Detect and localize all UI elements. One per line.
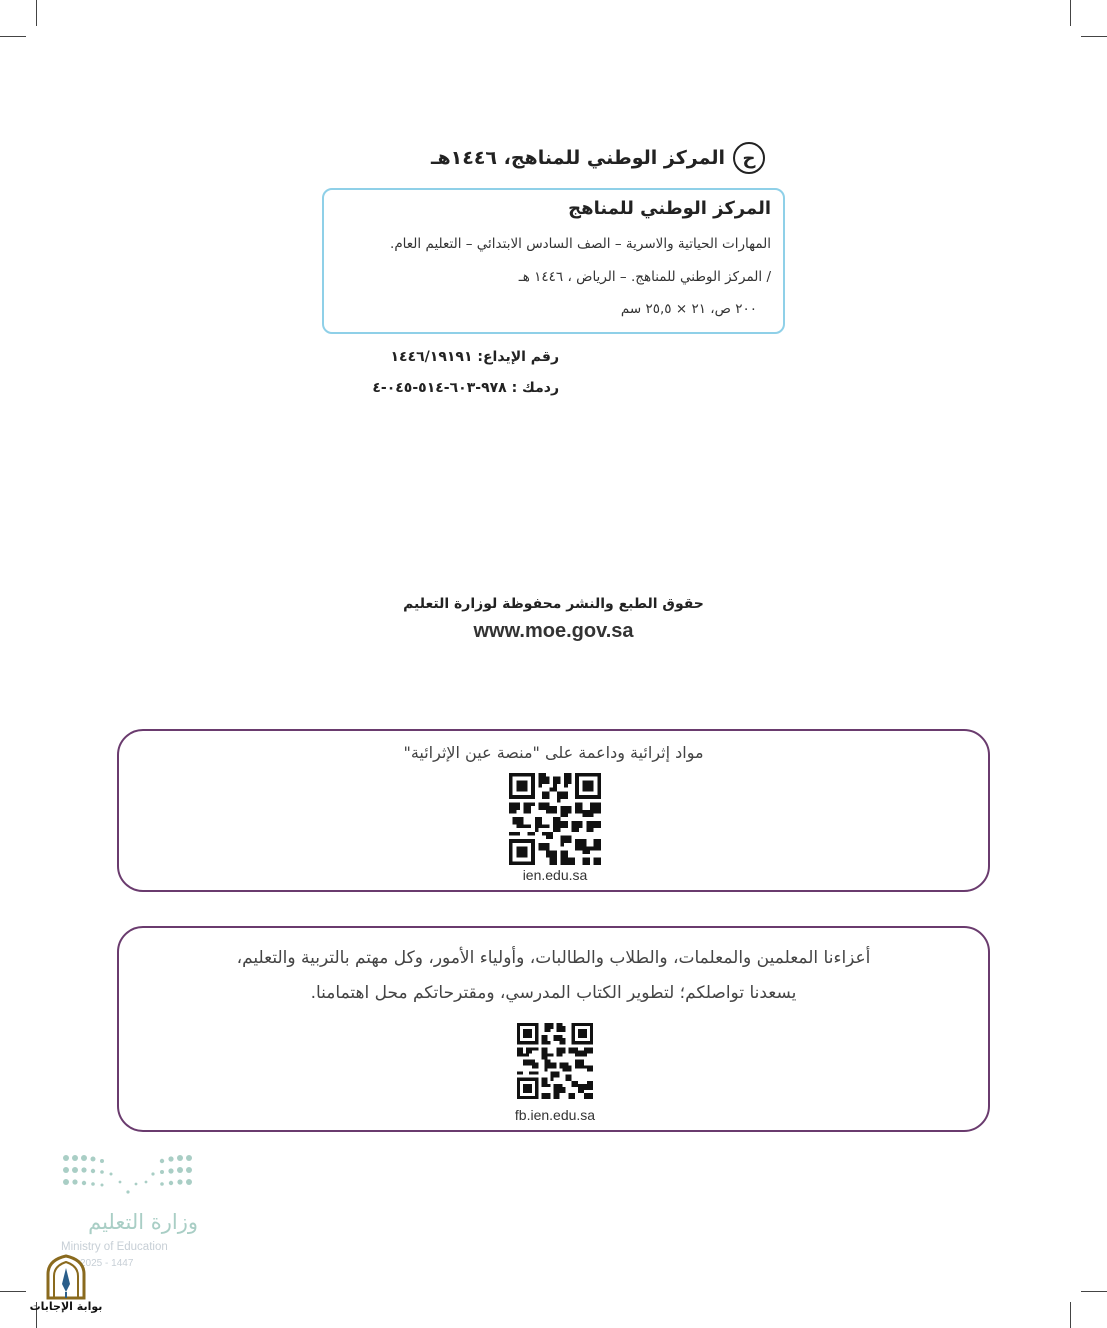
crop-mark	[0, 1291, 26, 1292]
gateway-label: بوابة الإجابات	[29, 1300, 103, 1313]
copyright-line	[420, 138, 765, 178]
rights-statement: حقوق الطبع والنشر محفوظة لوزارة التعليم	[403, 596, 704, 612]
copyright-text: المركز الوطني للمناهج، ١٤٤٦هـ	[430, 147, 725, 169]
deposit-label: رقم الإيداع:	[477, 349, 559, 365]
crop-mark	[0, 36, 26, 37]
isbn-label: ردمك :	[511, 380, 559, 396]
crop-mark	[36, 0, 37, 26]
ministry-name-en: Ministry of Education	[61, 1241, 168, 1253]
deposit-value: ١٤٤٦/١٩١٩١	[390, 349, 473, 365]
feedback-panel	[117, 926, 990, 1132]
catalog-line: / المركز الوطني للمناهج. – الرياض ، ١٤٤٦ هـ	[518, 269, 771, 285]
qr-url[interactable]: fb.ien.edu.sa	[514, 1107, 596, 1123]
catalog-line: ٢٠٠ ص، ٢١ × ٢٥,٥ سم	[620, 301, 757, 317]
isbn	[372, 380, 559, 396]
deposit-number	[390, 349, 559, 365]
ministry-logo	[58, 1152, 203, 1262]
feedback-line: أعزاءنا المعلمين والمعلمات، والطلاب والطالبات، وأولياء الأمور، وكل مهتم بالتربية والتعليم،	[236, 948, 871, 968]
ministry-name-ar: وزارة التعليم	[88, 1210, 198, 1234]
qr-code[interactable]	[509, 773, 601, 865]
enrichment-text: مواد إثرائية وداعمة على "منصة عين الإثرائية"	[403, 743, 704, 762]
crop-mark	[1070, 1302, 1071, 1328]
answers-gateway-watermark	[28, 1254, 104, 1320]
enrichment-panel	[117, 729, 990, 892]
crop-mark	[1070, 0, 1071, 26]
isbn-value: ٩٧٨-٦٠٣-٥١٤-٠٤٥-٤	[372, 380, 507, 396]
cataloging-box	[322, 188, 785, 334]
catalog-title: المركز الوطني للمناهج	[568, 198, 771, 219]
crop-mark	[1081, 36, 1107, 37]
crop-mark	[1081, 1291, 1107, 1292]
feedback-line: يسعدنا تواصلكم؛ لتطوير الكتاب المدرسي، ومقترحاتكم محل اهتمامنا.	[310, 983, 797, 1003]
qr-url[interactable]: ien.edu.sa	[522, 867, 588, 883]
qr-code[interactable]	[517, 1023, 593, 1099]
ministry-website[interactable]: www.moe.gov.sa	[473, 620, 634, 642]
gateway-dome-icon	[44, 1254, 88, 1300]
copyright-symbol: ح	[733, 142, 765, 174]
ministry-dots-icon	[58, 1152, 198, 1202]
catalog-line: المهارات الحياتية والاسرية – الصف السادس الابتدائي – التعليم العام.	[390, 236, 771, 252]
edition-year: 2025 - 1447	[80, 1258, 134, 1269]
